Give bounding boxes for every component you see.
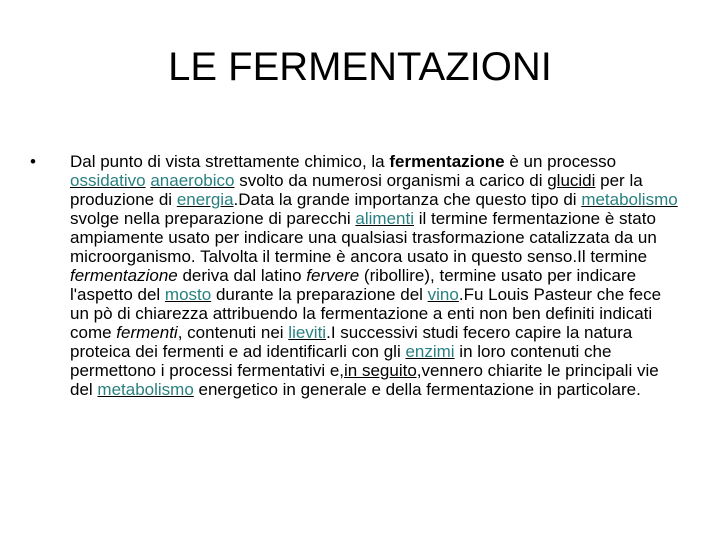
text-run: il termine fermentazione è stato ampiamente usato per indicare una qualsiasi trasformazione catalizzata da un microorganismo. Talvolta il termine è ancora usato in questo senso.Il termine: [70, 209, 657, 266]
text-run: deriva dal latino: [177, 266, 307, 285]
text-run: durante la preparazione del: [211, 285, 428, 304]
link-mosto[interactable]: mosto: [164, 285, 212, 304]
link-glucidi[interactable]: glucidi: [547, 171, 596, 190]
text-run: svolto da numerosi organismi a carico di: [234, 171, 548, 190]
text-run: energetico in generale e della fermentazione in particolare.: [193, 380, 641, 399]
link-vino[interactable]: vino: [427, 285, 459, 304]
text-run: , contenuti nei: [177, 323, 289, 342]
slide-title: LE FERMENTAZIONI: [168, 45, 552, 89]
link-metabolismo[interactable]: metabolismo: [581, 190, 678, 209]
text-run: è un processo: [504, 152, 617, 171]
bullet-paragraph: [70, 152, 680, 399]
bullet-marker: •: [30, 152, 36, 171]
text-run: (ribollire), termine usato per indicare l'aspetto del: [70, 266, 637, 304]
text-run: .Fu Louis Pasteur che fece un pò di chiarezza attribuendo la fermentazione a enti non ben definiti indicati come: [70, 285, 662, 342]
text-run: Dal punto di vista strettamente chimico, la: [70, 152, 390, 171]
italic-term-fermentazione: fermentazione: [70, 266, 178, 285]
italic-term-fervere: fervere: [306, 266, 360, 285]
link-metabolismo[interactable]: metabolismo: [97, 380, 194, 399]
text-run: .Data la grande importanza che questo tipo di: [233, 190, 582, 209]
text-run: .I successivi studi fecero capire la natura proteica dei fermenti e ad identificarli con gli: [70, 323, 633, 361]
link-energia[interactable]: energia: [176, 190, 234, 209]
link-in-seguito[interactable]: in seguito,: [344, 361, 422, 380]
text-run: in loro contenuti che permettono i processi fermentativi e,: [70, 342, 612, 380]
text-run: vennero chiarite le principali vie del: [70, 361, 659, 399]
text-run: per la produzione di: [70, 171, 643, 209]
link-anaerobico[interactable]: anaerobico: [150, 171, 235, 190]
italic-term-fermenti: fermenti: [116, 323, 178, 342]
text-run: svolge nella preparazione di parecchi: [70, 209, 356, 228]
link-ossidativo[interactable]: ossidativo: [70, 171, 146, 190]
link-enzimi[interactable]: enzimi: [405, 342, 455, 361]
link-lieviti[interactable]: lieviti: [288, 323, 327, 342]
link-alimenti[interactable]: alimenti: [355, 209, 414, 228]
bold-term-fermentazione: fermentazione: [389, 152, 505, 171]
